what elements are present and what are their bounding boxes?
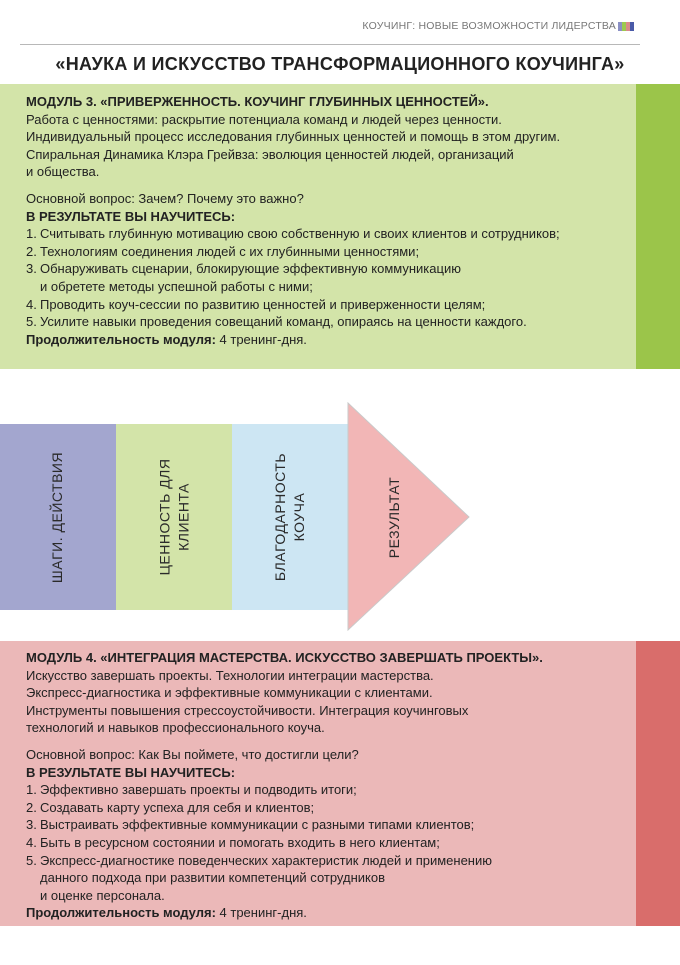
module-3-main-question: Основной вопрос: Зачем? Почему это важно? <box>26 190 304 206</box>
description-line: Экспресс-диагностика и эффективные коммуникации с клиентами. <box>26 685 433 701</box>
list-item: 1. Эффективно завершать проекты и подводить итоги; <box>26 782 357 798</box>
running-header: КОУЧИНГ: НОВЫЕ ВОЗМОЖНОСТИ ЛИДЕРСТВА <box>362 20 616 32</box>
description-line: Индивидуальный процесс исследования глубинных ценностей и помощь в этом другим. <box>26 129 561 145</box>
module-4-title: МОДУЛЬ 4. «ИНТЕГРАЦИЯ МАСТЕРСТВА. ИСКУССТВО ЗАВЕРШАТЬ ПРОЕКТЫ». <box>26 650 543 665</box>
list-item: 5. Экспресс-диагностике поведенческих характеристик людей и применению <box>26 852 492 868</box>
list-item: 4. Быть в ресурсном состоянии и помогать входить в него клиентам; <box>26 834 440 850</box>
process-arrow-diagram <box>0 402 480 632</box>
list-item: 4. Проводить коуч-сессии по развитию ценностей и приверженности целям; <box>26 296 486 312</box>
arrow-segment-coach-gratitude: БЛАГОДАРНОСТЬ КОУЧА <box>232 424 348 610</box>
module-3-result-heading: В РЕЗУЛЬТАТЕ ВЫ НАУЧИТЕСЬ: <box>26 208 236 224</box>
arrow-segment-client-value: ЦЕННОСТЬ ДЛЯ КЛИЕНТА <box>116 424 232 610</box>
arrow-segment-steps: ШАГИ. ДЕЙСТВИЯ <box>0 424 116 610</box>
list-item: 2. Создавать карту успеха для себя и клиентов; <box>26 799 315 815</box>
list-item: 3. Обнаруживать сценарии, блокирующие эффективную коммуникацию <box>26 261 461 277</box>
module-4-list <box>26 781 636 904</box>
module-4-panel <box>0 641 636 926</box>
module-4-result-heading: В РЕЗУЛЬТАТЕ ВЫ НАУЧИТЕСЬ: <box>26 764 236 780</box>
description-line: и общества. <box>26 164 100 180</box>
list-item: 2. Технологиям соединения людей с их глубинными ценностями; <box>26 243 420 259</box>
module-4-duration: Продолжительность модуля: 4 тренинг-дня. <box>26 905 307 921</box>
module-3-duration: Продолжительность модуля: 4 тренинг-дня. <box>26 331 307 347</box>
page-title: «НАУКА И ИСКУССТВО ТРАНСФОРМАЦИОННОГО КОУЧИНГА» <box>55 54 625 74</box>
color-bar-segment <box>630 22 634 31</box>
list-item: 3. Выстраивать эффективные коммуникации с разными типами клиентов; <box>26 817 475 833</box>
list-item-continuation: и обретете методы успешной работы с ними; <box>40 278 313 294</box>
list-item-continuation: данного подхода при развитии компетенций сотрудников <box>40 870 386 886</box>
list-item: 1. Считывать глубинную мотивацию свою собственную и своих клиентов и сотрудников; <box>26 226 560 242</box>
module-4-main-question: Основной вопрос: Как Вы поймете, что достигли цели? <box>26 746 359 762</box>
description-line: технологий и навыков профессионального коуча. <box>26 720 325 736</box>
module-3-side-strip <box>636 84 680 369</box>
module-3-list <box>26 225 636 331</box>
module-3-description <box>26 111 636 181</box>
module-3-panel <box>0 84 636 369</box>
description-line: Инструменты повышения стрессоустойчивости. Интеграция коучинговых <box>26 702 469 718</box>
list-item: 5. Усилите навыки проведения совещаний команд, опираясь на ценности каждого. <box>26 314 527 330</box>
color-bar-icon <box>618 22 634 31</box>
header-divider <box>20 44 640 45</box>
module-3-title: МОДУЛЬ 3. «ПРИВЕРЖЕННОСТЬ. КОУЧИНГ ГЛУБИННЫХ ЦЕННОСТЕЙ». <box>26 94 489 109</box>
list-item-continuation: и оценке персонала. <box>40 887 165 903</box>
arrow-segment-result: РЕЗУЛЬТАТ <box>386 476 403 558</box>
description-line: Спиральная Динамика Клэра Грейвза: эволюция ценностей людей, организаций <box>26 146 514 162</box>
module-4-side-strip <box>636 641 680 926</box>
description-line: Искусство завершать проекты. Технологии интеграции мастерства. <box>26 667 434 683</box>
module-4-description <box>26 667 636 737</box>
description-line: Работа с ценностями: раскрытие потенциала команд и людей через ценности. <box>26 111 502 127</box>
